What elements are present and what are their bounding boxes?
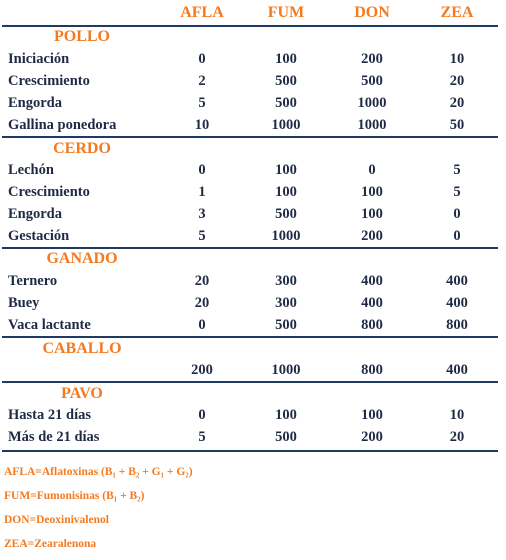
section-title-pavo: PAVO [61, 385, 103, 402]
cell-afla: 5 [198, 95, 206, 111]
cell-fum: 100 [275, 184, 297, 200]
cell-fum: 100 [275, 407, 297, 423]
cell-zea: 10 [449, 51, 465, 67]
row-label: Lechón [8, 162, 54, 178]
cell-zea: 20 [449, 73, 465, 89]
row-label: Más de 21 días [8, 429, 100, 445]
footnote-zea: ZEA=Zearalenona [4, 538, 97, 550]
cell-don: 500 [361, 73, 383, 89]
row-label: Engorda [8, 95, 62, 111]
row-label: Crescimiento [8, 73, 90, 89]
cell-fum: 1000 [271, 117, 301, 133]
cell-don: 800 [361, 317, 383, 333]
row-label: Hasta 21 días [8, 407, 91, 423]
column-header-fum: FUM [267, 4, 305, 21]
cell-fum: 500 [275, 206, 297, 222]
cell-fum: 1000 [271, 362, 301, 378]
cell-don: 200 [361, 228, 383, 244]
cell-don: 0 [368, 162, 376, 178]
cell-don: 1000 [357, 117, 387, 133]
cell-zea: 10 [449, 407, 465, 423]
cell-afla: 0 [198, 162, 206, 178]
cell-don: 100 [361, 184, 383, 200]
cell-afla: 2 [198, 73, 206, 89]
cell-fum: 500 [275, 317, 297, 333]
cell-afla: 5 [198, 429, 206, 445]
divider [2, 450, 498, 452]
cell-zea: 20 [449, 95, 465, 111]
cell-don: 400 [361, 273, 383, 289]
cell-afla: 1 [198, 184, 206, 200]
column-header-afla: AFLA [180, 4, 224, 21]
cell-don: 100 [361, 407, 383, 423]
divider [2, 247, 498, 249]
row-label: Ternero [8, 273, 58, 289]
cell-zea: 0 [453, 228, 461, 244]
column-header-zea: ZEA [440, 4, 474, 21]
cell-don: 200 [361, 429, 383, 445]
row-label: Buey [8, 295, 40, 311]
cell-don: 1000 [357, 95, 387, 111]
row-label: Crescimiento [8, 184, 90, 200]
cell-zea: 50 [449, 117, 465, 133]
cell-zea: 400 [446, 295, 468, 311]
row-label: Iniciación [8, 51, 70, 67]
divider [2, 336, 498, 338]
cell-zea: 400 [446, 362, 468, 378]
cell-don: 400 [361, 295, 383, 311]
cell-zea: 800 [446, 317, 468, 333]
row-label: Vaca lactante [8, 317, 91, 333]
cell-fum: 300 [275, 295, 297, 311]
cell-fum: 1000 [271, 228, 301, 244]
cell-afla: 200 [191, 362, 213, 378]
cell-fum: 500 [275, 95, 297, 111]
row-label: Gestación [8, 228, 70, 244]
cell-afla: 10 [194, 117, 210, 133]
cell-afla: 0 [198, 317, 206, 333]
cell-fum: 100 [275, 51, 297, 67]
cell-fum: 500 [275, 73, 297, 89]
footnote-afla: AFLA=Aflatoxinas (B₁ + B₂ + G₁ + G₂) [4, 466, 193, 478]
cell-zea: 400 [446, 273, 468, 289]
cell-fum: 100 [275, 162, 297, 178]
footnote-fum: FUM=Fumonisinas (B₁ + B₂) [4, 490, 145, 502]
section-title-ganado: GANADO [46, 250, 118, 267]
cell-afla: 20 [194, 295, 210, 311]
cell-afla: 0 [198, 51, 206, 67]
cell-zea: 5 [453, 162, 461, 178]
divider [2, 25, 498, 27]
cell-zea: 20 [449, 429, 465, 445]
cell-zea: 0 [453, 206, 461, 222]
cell-afla: 20 [194, 273, 210, 289]
row-label: Engorda [8, 206, 62, 222]
footnote-don: DON=Deoxinivalenol [4, 514, 109, 526]
cell-fum: 300 [275, 273, 297, 289]
cell-afla: 5 [198, 228, 206, 244]
cell-zea: 5 [453, 184, 461, 200]
cell-afla: 3 [198, 206, 206, 222]
row-label: Gallina ponedora [8, 117, 117, 133]
cell-fum: 500 [275, 429, 297, 445]
cell-afla: 0 [198, 407, 206, 423]
cell-don: 800 [361, 362, 383, 378]
cell-don: 100 [361, 206, 383, 222]
section-title-cerdo: CERDO [53, 140, 111, 157]
cell-don: 200 [361, 51, 383, 67]
column-header-don: DON [354, 4, 390, 21]
section-title-caballo: CABALLO [42, 340, 122, 357]
divider [2, 136, 498, 138]
divider [2, 381, 498, 383]
section-title-pollo: POLLO [53, 28, 110, 45]
